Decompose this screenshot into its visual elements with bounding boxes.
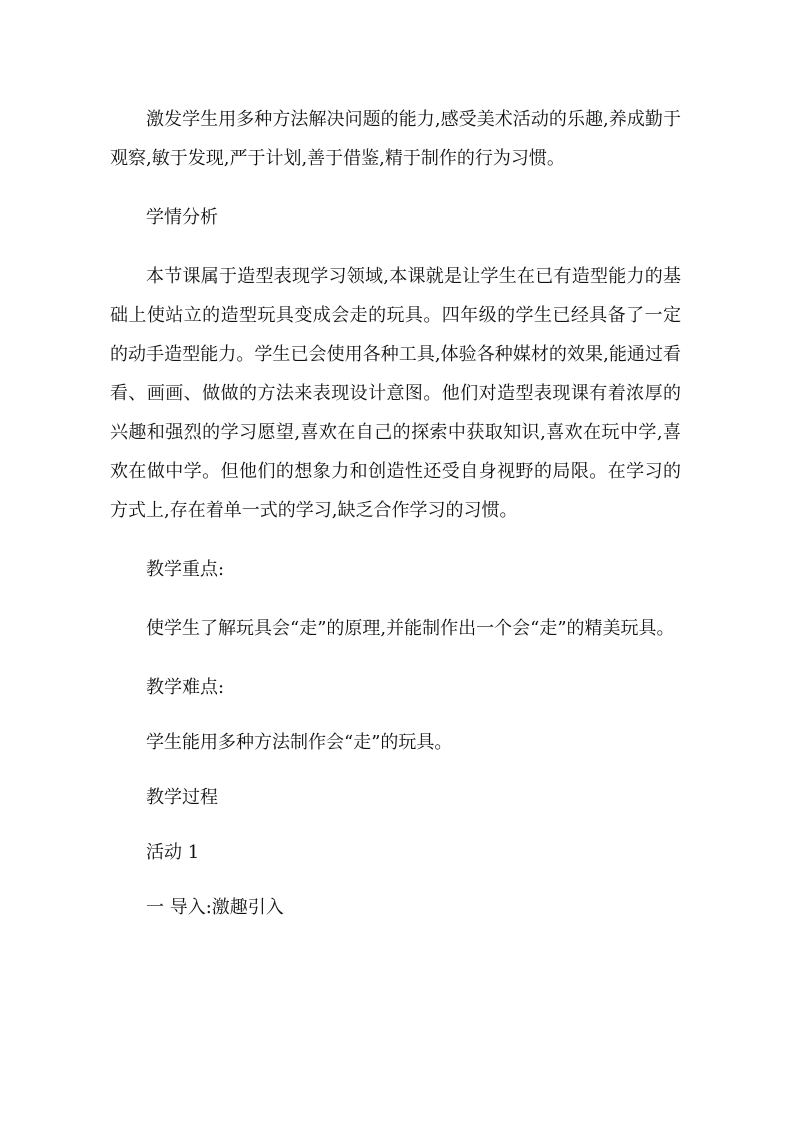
heading-difficulties: 教学难点: [146, 677, 225, 698]
heading-activity-1: 活动 1 [146, 842, 200, 863]
paragraph-goals: 激发学生用多种方法解决问题的能力,感受美术活动的乐趣,养成勤于观察,敏于发现,严于计划,善于借鉴,精于制作的行为习惯。 [110, 109, 681, 169]
paragraph-key-points: 使学生了解玩具会“走”的原理,并能制作出一个会“走”的精美玩具。 [146, 618, 675, 639]
heading-introduction: 一 导入:激趣引入 [146, 897, 284, 918]
heading-key-points: 教学重点: [146, 559, 225, 580]
heading-teaching-process: 教学过程 [146, 787, 218, 808]
heading-student-analysis: 学情分析 [146, 207, 218, 228]
paragraph-student-analysis: 本节课属于造型表现学习领域,本课就是让学生在已有造型能力的基础上使站立的造型玩具变成会走的玩具。四年级的学生已经具备了一定的动手造型能力。学生已会使用各种工具,体验各种媒材的效果,能通过看看、画画、做做的方法来表现设计意图。他们对造型表现课有着浓厚的兴趣和强烈的学习愿望,喜欢在自己的探索中获取知识,喜欢在玩中学,喜欢在做中学。但他们的想象力和创造性还受自身视野的局限。在学习的方式上,存在着单一式的学习,缺乏合作学习的习惯。 [110, 266, 681, 521]
paragraph-difficulties: 学生能用多种方法制作会“走”的玩具。 [146, 732, 453, 753]
